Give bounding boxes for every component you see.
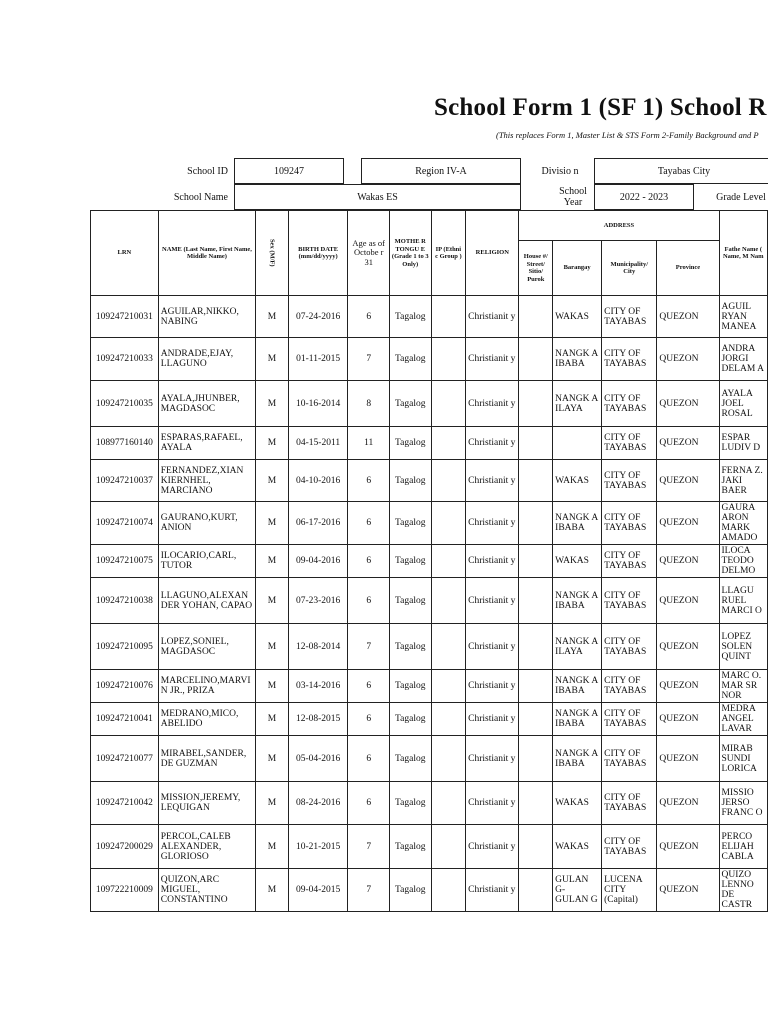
cell-birth-date: 08-24-2016 xyxy=(288,782,348,825)
cell-sex: M xyxy=(256,296,289,338)
cell-ip xyxy=(431,502,466,545)
cell-lrn: 109247210077 xyxy=(91,736,159,782)
cell-father: FERNA Z. JAKI BAER xyxy=(719,460,767,502)
cell-municipality: CITY OF TAYABAS xyxy=(602,296,657,338)
table-row xyxy=(91,545,768,578)
cell-province: QUEZON xyxy=(657,296,719,338)
cell-ip xyxy=(431,578,466,624)
col-name: NAME (Last Name, First Name, Middle Name) xyxy=(158,211,255,296)
cell-ip xyxy=(431,825,466,869)
cell-province: QUEZON xyxy=(657,825,719,869)
cell-municipality: CITY OF TAYABAS xyxy=(602,736,657,782)
table-row xyxy=(91,502,768,545)
cell-religion: Christianit y xyxy=(466,381,519,427)
cell-name: LLAGUNO,ALEXAN DER YOHAN, CAPAO xyxy=(158,578,255,624)
cell-birth-date: 07-24-2016 xyxy=(288,296,348,338)
cell-age: 6 xyxy=(348,578,389,624)
cell-mother-tongue: Tagalog xyxy=(389,545,431,578)
cell-father: MEDRA ANGEL LAVAR xyxy=(719,703,767,736)
cell-lrn: 109247210095 xyxy=(91,624,159,670)
cell-mother-tongue: Tagalog xyxy=(389,381,431,427)
cell-age: 6 xyxy=(348,670,389,703)
cell-ip xyxy=(431,460,466,502)
cell-barangay: NANGK A IBABA xyxy=(553,703,602,736)
cell-birth-date: 10-16-2014 xyxy=(288,381,348,427)
col-lrn: LRN xyxy=(91,211,159,296)
cell-religion: Christianit y xyxy=(466,460,519,502)
cell-age: 7 xyxy=(348,624,389,670)
cell-ip xyxy=(431,545,466,578)
cell-sex: M xyxy=(256,502,289,545)
cell-lrn: 109247210076 xyxy=(91,670,159,703)
cell-father: PERCO ELIJAH CABLA xyxy=(719,825,767,869)
cell-birth-date: 12-08-2015 xyxy=(288,703,348,736)
cell-sex: M xyxy=(256,624,289,670)
cell-name: MEDRANO,MICO, ABELIDO xyxy=(158,703,255,736)
cell-province: QUEZON xyxy=(657,460,719,502)
cell-lrn: 109247200029 xyxy=(91,825,159,869)
col-house: House #/ Street/ Sitio/ Purok xyxy=(519,241,553,296)
cell-ip xyxy=(431,670,466,703)
cell-birth-date: 01-11-2015 xyxy=(288,338,348,381)
col-barangay: Barangay xyxy=(553,241,602,296)
cell-ip xyxy=(431,381,466,427)
cell-mother-tongue: Tagalog xyxy=(389,502,431,545)
cell-father: AYALA JOEL ROSAL xyxy=(719,381,767,427)
cell-name: FERNANDEZ,XIAN KIERNHEL, MARCIANO xyxy=(158,460,255,502)
cell-barangay: WAKAS xyxy=(553,545,602,578)
cell-lrn: 108977160140 xyxy=(91,427,159,460)
col-mother-tongue: MOTHE R TONGU E (Grade 1 to 3 Only) xyxy=(389,211,431,296)
cell-barangay: NANGK A IBABA xyxy=(553,670,602,703)
table-row xyxy=(91,703,768,736)
cell-municipality: CITY OF TAYABAS xyxy=(602,545,657,578)
table-row xyxy=(91,670,768,703)
cell-house xyxy=(519,624,553,670)
cell-name: LOPEZ,SONIEL, MAGDASOC xyxy=(158,624,255,670)
cell-religion: Christianit y xyxy=(466,502,519,545)
cell-mother-tongue: Tagalog xyxy=(389,869,431,912)
form-title: School Form 1 (SF 1) School R xyxy=(434,94,767,121)
cell-house xyxy=(519,427,553,460)
cell-religion: Christianit y xyxy=(466,736,519,782)
cell-religion: Christianit y xyxy=(466,624,519,670)
grade-level-label: Grade Level xyxy=(716,191,766,203)
cell-sex: M xyxy=(256,782,289,825)
cell-house xyxy=(519,670,553,703)
cell-father: LOPEZ SOLEN QUINT xyxy=(719,624,767,670)
col-sex: Sex (M/F) xyxy=(256,211,289,296)
cell-father: MARC O. MAR SR NOR xyxy=(719,670,767,703)
cell-religion: Christianit y xyxy=(466,825,519,869)
cell-sex: M xyxy=(256,338,289,381)
cell-name: ESPARAS,RAFAEL, AYALA xyxy=(158,427,255,460)
cell-province: QUEZON xyxy=(657,869,719,912)
cell-religion: Christianit y xyxy=(466,703,519,736)
cell-province: QUEZON xyxy=(657,578,719,624)
table-row xyxy=(91,296,768,338)
cell-municipality: CITY OF TAYABAS xyxy=(602,670,657,703)
cell-birth-date: 07-23-2016 xyxy=(288,578,348,624)
cell-barangay: WAKAS xyxy=(553,296,602,338)
col-birth-date: BIRTH DATE (mm/dd/yyyy) xyxy=(288,211,348,296)
cell-barangay: NANGK A IBABA xyxy=(553,736,602,782)
cell-municipality: CITY OF TAYABAS xyxy=(602,427,657,460)
cell-age: 6 xyxy=(348,460,389,502)
cell-religion: Christianit y xyxy=(466,578,519,624)
cell-lrn: 109247210042 xyxy=(91,782,159,825)
cell-religion: Christianit y xyxy=(466,869,519,912)
cell-name: ANDRADE,EJAY, LLAGUNO xyxy=(158,338,255,381)
cell-ip xyxy=(431,736,466,782)
table-row xyxy=(91,869,768,912)
cell-lrn: 109247210038 xyxy=(91,578,159,624)
cell-birth-date: 04-10-2016 xyxy=(288,460,348,502)
cell-sex: M xyxy=(256,460,289,502)
cell-father: ANDRA JORGI DELAM A xyxy=(719,338,767,381)
cell-ip xyxy=(431,338,466,381)
col-age: Age as of Octobe r 31 xyxy=(348,211,389,296)
cell-father: MISSIO JERSO FRANC O xyxy=(719,782,767,825)
table-row xyxy=(91,381,768,427)
cell-house xyxy=(519,736,553,782)
cell-birth-date: 10-21-2015 xyxy=(288,825,348,869)
col-religion: RELIGION xyxy=(466,211,519,296)
cell-house xyxy=(519,381,553,427)
cell-house xyxy=(519,338,553,381)
cell-religion: Christianit y xyxy=(466,296,519,338)
cell-municipality: CITY OF TAYABAS xyxy=(602,782,657,825)
school-id-value: 109247 xyxy=(234,158,344,184)
table-row xyxy=(91,578,768,624)
cell-religion: Christianit y xyxy=(466,338,519,381)
cell-municipality: CITY OF TAYABAS xyxy=(602,460,657,502)
cell-name: AYALA,JHUNBER, MAGDASOC xyxy=(158,381,255,427)
cell-birth-date: 09-04-2016 xyxy=(288,545,348,578)
cell-sex: M xyxy=(256,578,289,624)
cell-barangay: GULAN G- GULAN G xyxy=(553,869,602,912)
cell-lrn: 109247210074 xyxy=(91,502,159,545)
cell-age: 6 xyxy=(348,545,389,578)
learner-rows xyxy=(91,296,768,912)
cell-age: 11 xyxy=(348,427,389,460)
cell-name: QUIZON,ARC MIGUEL, CONSTANTINO xyxy=(158,869,255,912)
cell-sex: M xyxy=(256,545,289,578)
cell-father: QUIZO LENNO DE CASTR xyxy=(719,869,767,912)
cell-lrn: 109247210033 xyxy=(91,338,159,381)
cell-father: GAURA ARON MARK AMADO xyxy=(719,502,767,545)
cell-age: 7 xyxy=(348,825,389,869)
cell-sex: M xyxy=(256,703,289,736)
cell-mother-tongue: Tagalog xyxy=(389,460,431,502)
cell-municipality: CITY OF TAYABAS xyxy=(602,338,657,381)
cell-name: PERCOL,CALEB ALEXANDER, GLORIOSO xyxy=(158,825,255,869)
school-year-label: School Year xyxy=(559,186,587,208)
cell-sex: M xyxy=(256,736,289,782)
cell-municipality: LUCENA CITY (Capital) xyxy=(602,869,657,912)
col-father: Fathe Name ( Name, M Nam xyxy=(719,211,767,296)
region-value: Region IV-A xyxy=(361,158,521,184)
cell-religion: Christianit y xyxy=(466,782,519,825)
cell-age: 7 xyxy=(348,869,389,912)
cell-barangay: WAKAS xyxy=(553,782,602,825)
cell-birth-date: 03-14-2016 xyxy=(288,670,348,703)
cell-lrn: 109722210009 xyxy=(91,869,159,912)
cell-barangay: NANGK A IBABA xyxy=(553,338,602,381)
cell-province: QUEZON xyxy=(657,624,719,670)
form-subtitle: (This replaces Form 1, Master List & STS Form 2-Family Background and P xyxy=(496,130,759,140)
cell-house xyxy=(519,502,553,545)
cell-father: AGUIL RYAN MANEA xyxy=(719,296,767,338)
cell-barangay: NANGK A IBABA xyxy=(553,578,602,624)
cell-birth-date: 12-08-2014 xyxy=(288,624,348,670)
cell-age: 6 xyxy=(348,502,389,545)
cell-name: GAURANO,KURT, ANION xyxy=(158,502,255,545)
table-row xyxy=(91,460,768,502)
cell-lrn: 109247210037 xyxy=(91,460,159,502)
cell-mother-tongue: Tagalog xyxy=(389,578,431,624)
cell-province: QUEZON xyxy=(657,502,719,545)
cell-barangay: WAKAS xyxy=(553,460,602,502)
cell-age: 8 xyxy=(348,381,389,427)
cell-province: QUEZON xyxy=(657,670,719,703)
cell-province: QUEZON xyxy=(657,427,719,460)
cell-mother-tongue: Tagalog xyxy=(389,427,431,460)
table-row xyxy=(91,825,768,869)
cell-house xyxy=(519,869,553,912)
cell-barangay: WAKAS xyxy=(553,825,602,869)
cell-ip xyxy=(431,869,466,912)
cell-municipality: CITY OF TAYABAS xyxy=(602,703,657,736)
cell-religion: Christianit y xyxy=(466,670,519,703)
cell-lrn: 109247210035 xyxy=(91,381,159,427)
table-row xyxy=(91,338,768,381)
school-year-value: 2022 - 2023 xyxy=(594,184,694,210)
cell-birth-date: 04-15-2011 xyxy=(288,427,348,460)
table-row xyxy=(91,624,768,670)
cell-mother-tongue: Tagalog xyxy=(389,736,431,782)
cell-religion: Christianit y xyxy=(466,427,519,460)
school-name-label: School Name xyxy=(173,191,228,203)
cell-name: MISSION,JEREMY, LEQUIGAN xyxy=(158,782,255,825)
cell-ip xyxy=(431,427,466,460)
school-name-value: Wakas ES xyxy=(234,184,521,210)
cell-lrn: 109247210075 xyxy=(91,545,159,578)
school-id-label: School ID xyxy=(187,165,228,177)
cell-father: MIRAB SUNDI LORICA xyxy=(719,736,767,782)
cell-house xyxy=(519,545,553,578)
cell-barangay: NANGK A ILAYA xyxy=(553,624,602,670)
cell-house xyxy=(519,825,553,869)
cell-birth-date: 06-17-2016 xyxy=(288,502,348,545)
cell-ip xyxy=(431,624,466,670)
cell-sex: M xyxy=(256,427,289,460)
cell-name: MARCELINO,MARVI N JR., PRIZA xyxy=(158,670,255,703)
cell-name: MIRABEL,SANDER, DE GUZMAN xyxy=(158,736,255,782)
cell-mother-tongue: Tagalog xyxy=(389,703,431,736)
cell-sex: M xyxy=(256,381,289,427)
cell-sex: M xyxy=(256,869,289,912)
division-value: Tayabas City xyxy=(594,158,768,184)
col-ip: IP (Ethni c Group ) xyxy=(431,211,466,296)
cell-barangay: NANGK A ILAYA xyxy=(553,381,602,427)
cell-province: QUEZON xyxy=(657,381,719,427)
cell-sex: M xyxy=(256,825,289,869)
cell-mother-tongue: Tagalog xyxy=(389,338,431,381)
cell-house xyxy=(519,578,553,624)
cell-name: AGUILAR,NIKKO, NABING xyxy=(158,296,255,338)
table-row xyxy=(91,736,768,782)
col-address: ADDRESS xyxy=(519,211,719,241)
cell-ip xyxy=(431,296,466,338)
cell-father: ESPAR LUDIV D xyxy=(719,427,767,460)
cell-father: ILOCA TEODO DELMO xyxy=(719,545,767,578)
cell-ip xyxy=(431,782,466,825)
cell-house xyxy=(519,782,553,825)
cell-age: 7 xyxy=(348,338,389,381)
cell-mother-tongue: Tagalog xyxy=(389,782,431,825)
cell-municipality: CITY OF TAYABAS xyxy=(602,624,657,670)
col-municipality: Municipality/ City xyxy=(602,241,657,296)
cell-age: 6 xyxy=(348,782,389,825)
cell-age: 6 xyxy=(348,703,389,736)
cell-mother-tongue: Tagalog xyxy=(389,825,431,869)
col-province: Province xyxy=(657,241,719,296)
cell-father: LLAGU RUEL MARCI O xyxy=(719,578,767,624)
cell-mother-tongue: Tagalog xyxy=(389,624,431,670)
cell-house xyxy=(519,296,553,338)
cell-birth-date: 09-04-2015 xyxy=(288,869,348,912)
cell-ip xyxy=(431,703,466,736)
table-row xyxy=(91,782,768,825)
cell-province: QUEZON xyxy=(657,703,719,736)
cell-mother-tongue: Tagalog xyxy=(389,670,431,703)
cell-house xyxy=(519,460,553,502)
cell-municipality: CITY OF TAYABAS xyxy=(602,381,657,427)
cell-municipality: CITY OF TAYABAS xyxy=(602,578,657,624)
cell-sex: M xyxy=(256,670,289,703)
cell-province: QUEZON xyxy=(657,782,719,825)
cell-barangay xyxy=(553,427,602,460)
cell-municipality: CITY OF TAYABAS xyxy=(602,825,657,869)
cell-province: QUEZON xyxy=(657,736,719,782)
cell-age: 6 xyxy=(348,736,389,782)
table-row xyxy=(91,427,768,460)
cell-age: 6 xyxy=(348,296,389,338)
cell-province: QUEZON xyxy=(657,545,719,578)
cell-province: QUEZON xyxy=(657,338,719,381)
cell-mother-tongue: Tagalog xyxy=(389,296,431,338)
cell-house xyxy=(519,703,553,736)
learner-table xyxy=(90,210,768,912)
cell-birth-date: 05-04-2016 xyxy=(288,736,348,782)
cell-lrn: 109247210031 xyxy=(91,296,159,338)
cell-municipality: CITY OF TAYABAS xyxy=(602,502,657,545)
cell-religion: Christianit y xyxy=(466,545,519,578)
cell-barangay: NANGK A IBABA xyxy=(553,502,602,545)
division-label: Divisio n xyxy=(541,165,579,177)
cell-name: ILOCARIO,CARL, TUTOR xyxy=(158,545,255,578)
cell-lrn: 109247210041 xyxy=(91,703,159,736)
